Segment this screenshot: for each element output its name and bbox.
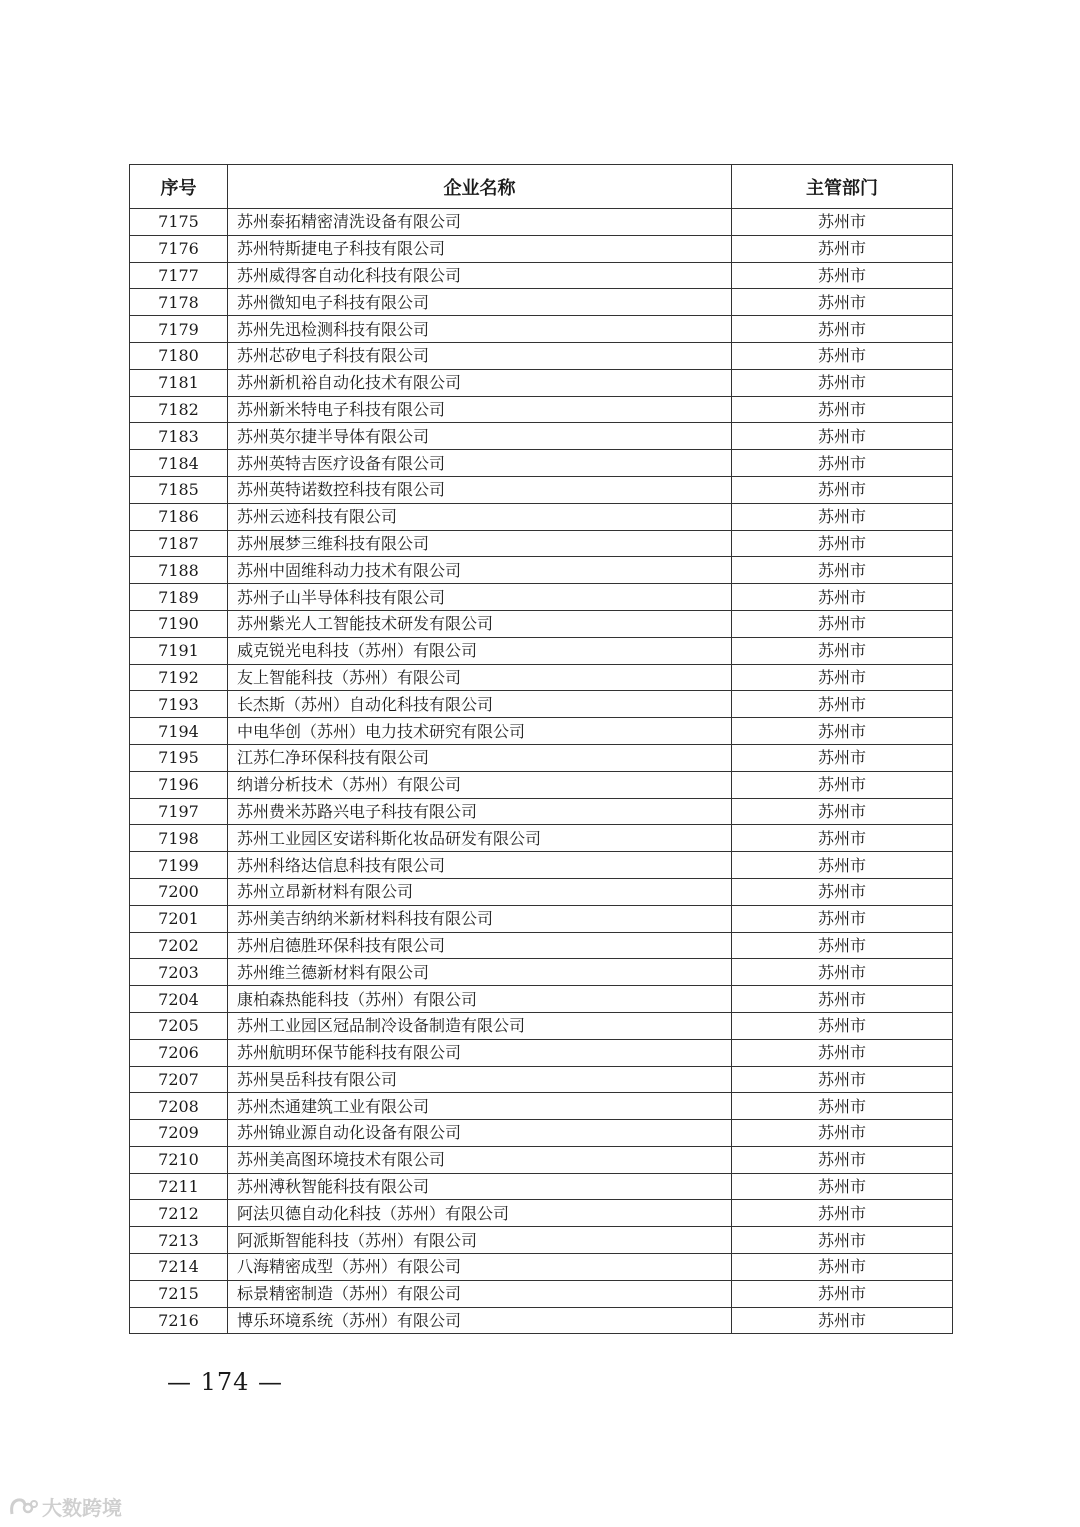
- serial-number-cell: 7185: [130, 476, 228, 503]
- company-name-cell: 苏州英特诺数控科技有限公司: [228, 476, 732, 503]
- company-name-cell: 苏州锦业源自动化设备有限公司: [228, 1120, 732, 1147]
- serial-number-cell: 7205: [130, 1012, 228, 1039]
- company-name-cell: 标景精密制造（苏州）有限公司: [228, 1280, 732, 1307]
- department-cell: 苏州市: [732, 1012, 953, 1039]
- department-cell: 苏州市: [732, 423, 953, 450]
- serial-number-cell: 7197: [130, 798, 228, 825]
- table-row: [130, 1146, 953, 1173]
- table-row: [130, 691, 953, 718]
- serial-number-cell: 7184: [130, 450, 228, 477]
- serial-number-cell: 7179: [130, 316, 228, 343]
- table-header-row: [130, 165, 953, 209]
- header-serial-number: 序号: [130, 165, 228, 209]
- department-cell: 苏州市: [732, 1066, 953, 1093]
- department-cell: 苏州市: [732, 878, 953, 905]
- department-cell: 苏州市: [732, 1280, 953, 1307]
- company-name-cell: 阿法贝德自动化科技（苏州）有限公司: [228, 1200, 732, 1227]
- table-row: [130, 771, 953, 798]
- table-row: [130, 1173, 953, 1200]
- table-row: [130, 316, 953, 343]
- department-cell: 苏州市: [732, 476, 953, 503]
- table-row: [130, 1254, 953, 1281]
- table-row: [130, 369, 953, 396]
- department-cell: 苏州市: [732, 450, 953, 477]
- department-cell: 苏州市: [732, 637, 953, 664]
- department-cell: 苏州市: [732, 986, 953, 1013]
- serial-number-cell: 7192: [130, 664, 228, 691]
- table-row: [130, 637, 953, 664]
- department-cell: 苏州市: [732, 664, 953, 691]
- department-cell: 苏州市: [732, 342, 953, 369]
- table-row: [130, 798, 953, 825]
- table-row: [130, 959, 953, 986]
- table-row: [130, 1280, 953, 1307]
- company-name-cell: 苏州费米苏路兴电子科技有限公司: [228, 798, 732, 825]
- serial-number-cell: 7190: [130, 610, 228, 637]
- company-name-cell: 苏州芯矽电子科技有限公司: [228, 342, 732, 369]
- company-name-cell: 苏州特斯捷电子科技有限公司: [228, 235, 732, 262]
- department-cell: 苏州市: [732, 396, 953, 423]
- serial-number-cell: 7212: [130, 1200, 228, 1227]
- department-cell: 苏州市: [732, 1307, 953, 1334]
- serial-number-cell: 7177: [130, 262, 228, 289]
- department-cell: 苏州市: [732, 262, 953, 289]
- company-name-cell: 苏州微知电子科技有限公司: [228, 289, 732, 316]
- department-cell: 苏州市: [732, 771, 953, 798]
- brand-logo-icon: [8, 1496, 38, 1518]
- serial-number-cell: 7187: [130, 530, 228, 557]
- serial-number-cell: 7200: [130, 878, 228, 905]
- company-name-cell: 江苏仁净环保科技有限公司: [228, 744, 732, 771]
- company-name-cell: 苏州工业园区安诺科斯化妆品研发有限公司: [228, 825, 732, 852]
- department-cell: 苏州市: [732, 369, 953, 396]
- serial-number-cell: 7176: [130, 235, 228, 262]
- department-cell: 苏州市: [732, 209, 953, 236]
- department-cell: 苏州市: [732, 798, 953, 825]
- table-row: [130, 476, 953, 503]
- table-row: [130, 503, 953, 530]
- table-row: [130, 450, 953, 477]
- serial-number-cell: 7204: [130, 986, 228, 1013]
- table-row: [130, 1120, 953, 1147]
- serial-number-cell: 7196: [130, 771, 228, 798]
- company-name-cell: 苏州科络达信息科技有限公司: [228, 852, 732, 879]
- serial-number-cell: 7178: [130, 289, 228, 316]
- company-name-cell: 苏州美高图环境技术有限公司: [228, 1146, 732, 1173]
- serial-number-cell: 7194: [130, 718, 228, 745]
- table-row: [130, 718, 953, 745]
- serial-number-cell: 7181: [130, 369, 228, 396]
- company-name-cell: 阿派斯智能科技（苏州）有限公司: [228, 1227, 732, 1254]
- header-company-name: 企业名称: [228, 165, 732, 209]
- serial-number-cell: 7203: [130, 959, 228, 986]
- department-cell: 苏州市: [732, 610, 953, 637]
- table-row: [130, 530, 953, 557]
- company-name-cell: 苏州启德胜环保科技有限公司: [228, 932, 732, 959]
- serial-number-cell: 7216: [130, 1307, 228, 1334]
- table-row: [130, 423, 953, 450]
- company-name-cell: 苏州新米特电子科技有限公司: [228, 396, 732, 423]
- serial-number-cell: 7193: [130, 691, 228, 718]
- table-row: [130, 932, 953, 959]
- table-row: [130, 584, 953, 611]
- department-cell: 苏州市: [732, 1120, 953, 1147]
- company-name-cell: 苏州中固维科动力技术有限公司: [228, 557, 732, 584]
- table-row: [130, 1227, 953, 1254]
- company-name-cell: 苏州杰通建筑工业有限公司: [228, 1093, 732, 1120]
- serial-number-cell: 7202: [130, 932, 228, 959]
- table-row: [130, 262, 953, 289]
- department-cell: 苏州市: [732, 503, 953, 530]
- company-name-cell: 苏州昊岳科技有限公司: [228, 1066, 732, 1093]
- company-name-cell: 苏州工业园区冠品制冷设备制造有限公司: [228, 1012, 732, 1039]
- company-name-cell: 苏州子山半导体科技有限公司: [228, 584, 732, 611]
- table-row: [130, 905, 953, 932]
- company-name-cell: 苏州先迅检测科技有限公司: [228, 316, 732, 343]
- department-cell: 苏州市: [732, 1200, 953, 1227]
- serial-number-cell: 7214: [130, 1254, 228, 1281]
- watermark-text: 大数跨境: [42, 1496, 122, 1520]
- serial-number-cell: 7186: [130, 503, 228, 530]
- serial-number-cell: 7207: [130, 1066, 228, 1093]
- table-row: [130, 1307, 953, 1334]
- department-cell: 苏州市: [732, 1173, 953, 1200]
- serial-number-cell: 7189: [130, 584, 228, 611]
- table-body: [130, 209, 953, 1334]
- department-cell: 苏州市: [732, 852, 953, 879]
- company-name-cell: 苏州航明环保节能科技有限公司: [228, 1039, 732, 1066]
- serial-number-cell: 7191: [130, 637, 228, 664]
- company-name-cell: 苏州紫光人工智能技术研发有限公司: [228, 610, 732, 637]
- serial-number-cell: 7183: [130, 423, 228, 450]
- department-cell: 苏州市: [732, 316, 953, 343]
- serial-number-cell: 7199: [130, 852, 228, 879]
- company-name-cell: 苏州英尔捷半导体有限公司: [228, 423, 732, 450]
- company-name-cell: 苏州新机裕自动化技术有限公司: [228, 369, 732, 396]
- table-row: [130, 209, 953, 236]
- department-cell: 苏州市: [732, 1227, 953, 1254]
- company-name-cell: 苏州泰拓精密清洗设备有限公司: [228, 209, 732, 236]
- department-cell: 苏州市: [732, 530, 953, 557]
- department-cell: 苏州市: [732, 932, 953, 959]
- department-cell: 苏州市: [732, 718, 953, 745]
- serial-number-cell: 7208: [130, 1093, 228, 1120]
- serial-number-cell: 7213: [130, 1227, 228, 1254]
- company-name-cell: 苏州维兰德新材料有限公司: [228, 959, 732, 986]
- serial-number-cell: 7206: [130, 1039, 228, 1066]
- serial-number-cell: 7211: [130, 1173, 228, 1200]
- company-name-cell: 友上智能科技（苏州）有限公司: [228, 664, 732, 691]
- company-name-cell: 博乐环境系统（苏州）有限公司: [228, 1307, 732, 1334]
- serial-number-cell: 7175: [130, 209, 228, 236]
- table-row: [130, 664, 953, 691]
- company-name-cell: 长杰斯（苏州）自动化科技有限公司: [228, 691, 732, 718]
- company-table-container: [129, 164, 952, 1334]
- table-row: [130, 235, 953, 262]
- company-name-cell: 八海精密成型（苏州）有限公司: [228, 1254, 732, 1281]
- header-department: 主管部门: [732, 165, 953, 209]
- serial-number-cell: 7180: [130, 342, 228, 369]
- department-cell: 苏州市: [732, 1093, 953, 1120]
- page-number: — 174 —: [166, 1368, 284, 1396]
- department-cell: 苏州市: [732, 744, 953, 771]
- department-cell: 苏州市: [732, 235, 953, 262]
- company-table: [129, 164, 953, 1334]
- serial-number-cell: 7198: [130, 825, 228, 852]
- table-row: [130, 1039, 953, 1066]
- serial-number-cell: 7195: [130, 744, 228, 771]
- table-row: [130, 1066, 953, 1093]
- department-cell: 苏州市: [732, 825, 953, 852]
- company-name-cell: 康柏森热能科技（苏州）有限公司: [228, 986, 732, 1013]
- serial-number-cell: 7209: [130, 1120, 228, 1147]
- department-cell: 苏州市: [732, 1146, 953, 1173]
- table-row: [130, 986, 953, 1013]
- table-row: [130, 557, 953, 584]
- department-cell: 苏州市: [732, 691, 953, 718]
- table-row: [130, 342, 953, 369]
- company-name-cell: 苏州云迹科技有限公司: [228, 503, 732, 530]
- company-name-cell: 苏州英特吉医疗设备有限公司: [228, 450, 732, 477]
- company-name-cell: 纳谱分析技术（苏州）有限公司: [228, 771, 732, 798]
- company-name-cell: 苏州美吉纳纳米新材料科技有限公司: [228, 905, 732, 932]
- department-cell: 苏州市: [732, 905, 953, 932]
- department-cell: 苏州市: [732, 1039, 953, 1066]
- table-row: [130, 1093, 953, 1120]
- company-name-cell: 威克锐光电科技（苏州）有限公司: [228, 637, 732, 664]
- company-name-cell: 苏州展梦三维科技有限公司: [228, 530, 732, 557]
- table-row: [130, 878, 953, 905]
- company-name-cell: 苏州立昂新材料有限公司: [228, 878, 732, 905]
- company-name-cell: 苏州溥秋智能科技有限公司: [228, 1173, 732, 1200]
- table-row: [130, 396, 953, 423]
- department-cell: 苏州市: [732, 289, 953, 316]
- table-row: [130, 852, 953, 879]
- table-row: [130, 1012, 953, 1039]
- table-row: [130, 610, 953, 637]
- table-row: [130, 289, 953, 316]
- company-name-cell: 中电华创（苏州）电力技术研究有限公司: [228, 718, 732, 745]
- department-cell: 苏州市: [732, 557, 953, 584]
- company-name-cell: 苏州威得客自动化科技有限公司: [228, 262, 732, 289]
- serial-number-cell: 7210: [130, 1146, 228, 1173]
- serial-number-cell: 7182: [130, 396, 228, 423]
- department-cell: 苏州市: [732, 584, 953, 611]
- serial-number-cell: 7188: [130, 557, 228, 584]
- table-row: [130, 825, 953, 852]
- serial-number-cell: 7215: [130, 1280, 228, 1307]
- department-cell: 苏州市: [732, 959, 953, 986]
- department-cell: 苏州市: [732, 1254, 953, 1281]
- table-row: [130, 744, 953, 771]
- table-row: [130, 1200, 953, 1227]
- watermark: [8, 1492, 122, 1521]
- serial-number-cell: 7201: [130, 905, 228, 932]
